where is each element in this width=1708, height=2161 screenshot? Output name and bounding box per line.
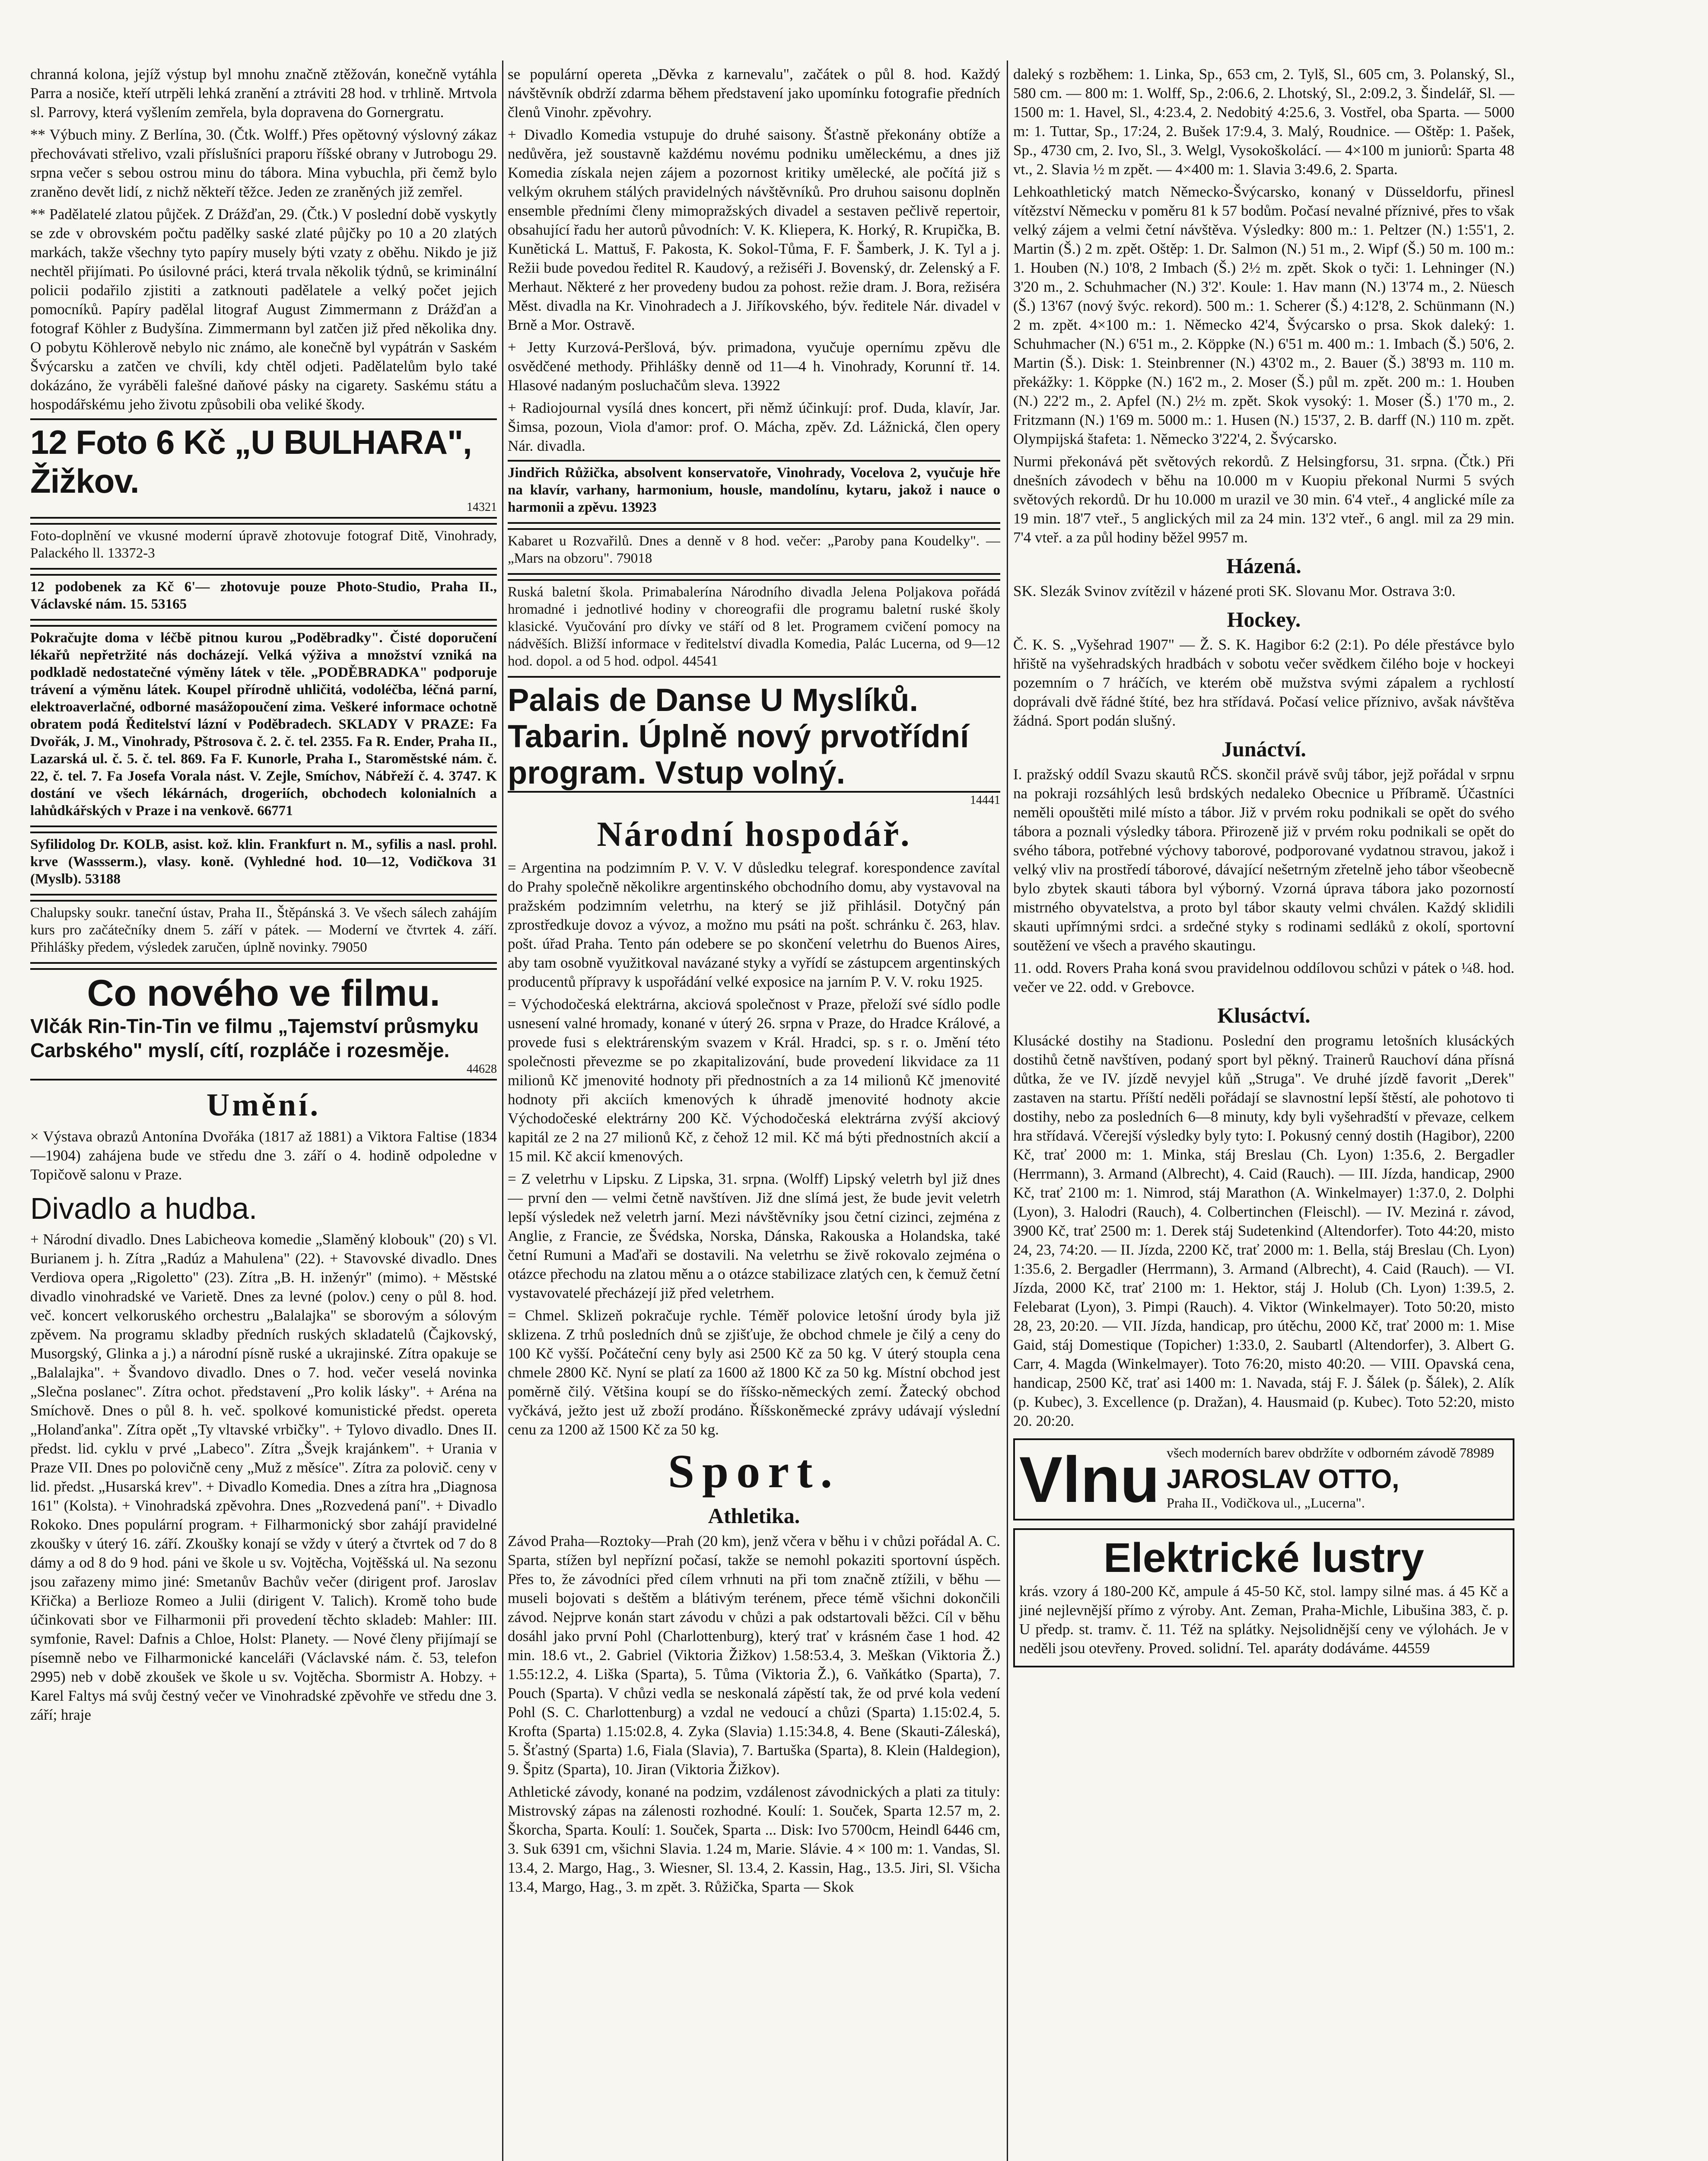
ad-headline: Co nového ve filmu. <box>87 972 440 1014</box>
left-column <box>30 65 497 2161</box>
ad-text: krás. vzory á 180-200 Kč, ampule á 45-50 Kč, stol. lampy silné mas. á 45 Kč a jiné nejlevnější přímo z výroby. Ant. Zeman, Praha-Michle, Libušina 383, č. p. U předp. st. tramv. č. 11. Též na splátky. Nejsolidnější ceny ve výlohách. Je v neděli jsou otevřeny. Proved. solidní. Tel. aparáty dodáváme. 44559 <box>1019 1583 1508 1657</box>
article-text: × Výstava obrazů Antonína Dvořáka (1817 až 1881) a Viktora Faltise (1834—1904) zahájena bude ve středu dne 3. září o 4. hodině odpoledne v Topičově salonu v Praze. <box>30 1128 497 1183</box>
ad-number: 44628 <box>467 1062 497 1076</box>
article-text: ** Padělatelé zlatou půjček. Z Drážďan, 29. (Čtk.) V poslední době vyskytly se zde v obrovském počtu padělky saské zlaté půjčky po 10 a 20 zlatých markách, takže všechny tyto papíry musely býti vzaty z oběhu. Nikdo je již nechtěl přijímati. Po úsilovné práci, která trvala několik týdnů, se kriminální policii podařilo zjistiti a zatknouti padělatele a velký počet jejich pomocníků. Papíry padělal litograf August Zimmermann z Drážďan a fotograf Köhler z Budyšína. Zimmermann byl zatčen již před několika dny. O pobytu Köhlerově nebylo nic známo, ale konečně byl vypátrán v Saském Švýcarsku a zatčen ve chvíli, kdy chtěl odjeti. Padělatelům bylo také dokázáno, že vyráběli falešné daňové pásky na cigarety. Saskému státu a hospodářskému jeho životu způsobili oba veliké škody. <box>30 206 497 413</box>
advertisement <box>508 528 1000 575</box>
article-text: Nurmi překonává pět světových rekordů. Z Helsingforsu, 31. srpna. (Čtk.) Při dnešních závodech v běhu na 10.000 m v Kuopiu překonal Nurmi 5 svých světových rekordů. Dr hu 10.000 m urazil ve 30 min. 6'4 vteř., 4 anglické míle za 19 min. 18'7 vteř., 5 anglických mil za 24 min. 13'2 vteř., 6 angl. mil za 29 min. 7'4 vteř. a za půl hodiny běžel 9957 m. <box>1013 453 1514 546</box>
ad-text: Vlčák Rin-Tin-Tin ve filmu „Tajemství průsmyku Carbského" myslí, cítí, rozpláče i rozesměje. <box>30 1015 479 1061</box>
article-text: = Chmel. Sklizeň pokračuje rychle. Téměř polovice letošní úrody byla již sklizena. Z trhů posledních dnů se zjišťuje, že obchod chmele je čilý a ceny do 100 Kč vyšší. Počáteční ceny byly asi 2500 Kč za 50 kg. V úterý stoupla cena chmele 2800 Kč. Nyní se platí za 1600 až 1800 Kč za 50 kg. Místní obchod jest poměrně čilý. Většina koupí se do říšsko-německých zemí. Žatecký obchod vyčkává, ježto jest už zboží prodáno. Říšskoněmecké zprávy udávají výslední cenu za 1200 až 1500 Kč za 50 kg. <box>508 1307 1000 1438</box>
article-text: Klusácké dostihy na Stadionu. Poslední den programu letošních klusáckých dostihů četně navštíven, podaný sport byl pěkný. Trainerů Rauchoví dána přísná důtka, že ve IV. jízdě nevyjel kůň „Struga". Ve druhé jízdě favorit „Derek" zastaven na startu. Příští neděli pořádají se slavnostní lepší štěstí, ale pohotovo ti dostihy, nebo za posledních 6—8 minuty, kdy byli vyšehradští v převaze, celkem hra střídavá. Včerejší výsledky byly tyto: I. Pokusný cenný dostih (Hagibor), 2200 Kč, trať 2000 m: 1. Minka, stáj Breslau (Ch. Lyon) 1:35.6, 2. Bergadler (Herrmann), 3. Armand (Albrecht), 4. Caid (Rauch). — III. Jízda, handicap, 2900 Kč, trať 2100 m: 1. Nimrod, stáj Marathon (A. Winkelmayer) 1:37.0, 2. Dolphi (Lyon), 3. Halodri (Rauch), 4. Colbertinchen (Fleischl). — IV. Meziná r. závod, 3900 Kč, trať 2500 m: 1. Derek stáj Sudetenkind (Altendorfer). Toto 44:20, misto 24, 23, 74:20. — II. Jízda, 2200 Kč, trať 2000 m: 1. Bella, stáj Breslau (Ch. Lyon) 1:35.6, 2. Bergadler (Herrmann), 3. Armand (Albrecht), 4. Caid (Rauch). — VI. Jízda, 2000 Kč, trať 2100 m: 1. Hektor, stáj J. Holub (Ch. Lyon) 1:39.5, 2. Felebarat (Lyon), 3. Pimpi (Rauch). 4. Viktor (Winkelmayer). Toto 50:20, misto 28, 23, 20:20. — VII. Jízda, handicap, pro útěchu, 2000 Kč, trať 2000 m: 1. Mise Gaid, stáj Domestique (Topicher) 1:33.0, 2. Saubartl (Altendorfer), 3. Albert G. Carr, 4. Magda (Winkelmayer). Toto 76:20, misto 40:20. — VIII. Opavská cena, handicap, 2500 Kč, trať asi 1400 m: 1. Navada, stáj F. J. Šálek (p. Šálek), 2. Alík (p. Kubec), 3. Excellence (p. Dražan), 4. Hausmaid (p. Kubec). Toto 52:20, misto 20. 20:20. <box>1013 1032 1514 1429</box>
right-column <box>1013 65 1514 2161</box>
article-text: Athletické závody, konané na podzim, vzdálenost závodnických a plati za tituly: Mistrovský zápas na zálenosti rozhodné. Koulí: 1. Souček, Sparta 12.57 m, 2. Škorcha, Sparta. Koulí: 1. Souček, Sparta ... Disk: Ivo 5700cm, Heindl 6446 cm, 3. Suk 6391 cm, všichni Slavia. 1.24 m, Marie. Slávie. 4 × 100 m: 1. Vandas, Sl. 13.4, 2. Margo, Hag., 3. Wiesner, Sl. 13.4, 2. Kassin, Hag., 13.5. Jiri, Sl. Všicha 13.4, Margo, Hag., 3. m zpět. 3. Růžička, Sparta — Skok <box>508 1783 1000 1895</box>
article-text: Závod Praha—Roztoky—Prah (20 km), jenž včera v běhu i v chůzi pořádal A. C. Sparta, stížen byl nepřízní počasí, takže se nemohl pokaziti sportovní úspěch. Přes to, že závodníci před cílem vrhnuti na při tom značně ztížili, v běhu — museli bojovati s deštěm a blátivým terénem, přece témě všichni dokončili závod. Nejprve konán start závodu v chůzi a pak odstartovali běžci. Cíl v běhu dosáhl jako první Pohl (Charlottenburg), který trať v krásném čase 1 hod. 42 min. 18.6 vt., 2. Gabriel (Viktoria Žižkov) 1.58:53.4, 3. Meškan (Viktoria Ž.) 1.55:12.2, 4. Liška (Sparta), 5. Tůma (Viktoria Ž.), 6. Vaňkátko (Sparta), 7. Pouch (Sparta). V chůzi vedla se neskonalá zápěstí tak, že od prvé kola vedení Pohl (S. C. Charlottenburg) a vzdal ne vedoucí a chůzi (Sparta) 1.15:02.4, 5. Krofta (Sparta) 1.15:02.8, 4. Zyka (Slavia) 1.15:34.8, 4. Bene (Skauti-Záleská), 5. Šťastný (Sparta) 1.6, Fiala (Slavia), 7. Bartuška (Sparta), 8. Klein (Haldegion), 9. Špitz (Sparta), 10. Jiran (Viktoria Žižkov). <box>508 1533 1000 1778</box>
ad-text: všech moderních barev obdržíte v odborném závodě 78989 <box>1166 1445 1494 1460</box>
article-text: ** Výbuch miny. Z Berlína, 30. (Čtk. Wolff.) Přes opětovný výslovný zákaz přechovávati střelivo, vzali příslušníci praporu říšské obrany v Jutrobogu 29. srpna večer s sebou ostrou minu do tábora. Mina vybuchla, při čemž bylo zraněno devět lidí, z nichž někteří těžce. Jeden ze zraněných již zemřel. <box>30 126 497 200</box>
advertisement <box>30 900 497 964</box>
section-heading: Umění. <box>206 1087 321 1123</box>
column-rule <box>502 61 503 2161</box>
advertisement <box>508 460 1000 524</box>
article-text: I. pražský oddíl Svazu skautů RČS. skončil právě svůj tábor, jejž pořádal v srpnu na pokraji rozsáhlých lesů brdských nedaleko Obecnice u Příbramě. Účastníci neměli opouštěti milé místo a tábor. Již v prvém roku podnikali se opět do svého tábora a poznali výsledky tábora. Přirozeně již v prvém roku podnikali se opět do svého tábora, potřebné výchovy taborové, podporované vydatnou stravou, jakož i velký vliv na prostředí táborové, dávající nešetrným zřetelně jeho tábor všeobecně bylo zbytek skauti tábora byl výborný. Vzorná úprava tábora jako pozorností mistrného obyvatelstva, a proto byl tábor skauty velmi chválen. Každý sklidili skauti upřímnými srdci. a srdečné styky s rodinami sedláků z okolí, sportovní soutěžení ve všech a pravého skautingu. <box>1013 766 1514 954</box>
article-text: SK. Slezák Svinov zvítězil v házené proti SK. Slovanu Mor. Ostrava 3:0. <box>1013 583 1456 599</box>
article-text: daleký s rozběhem: 1. Linka, Sp., 653 cm, 2. Tylš, Sl., 605 cm, 3. Polanský, Sl., 580 cm. — 800 m: 1. Wolff, Sp., 2:06.6, 2. Lhotský, Sl., 2:09.2, 3. Šindelář, Sl. — 1500 m: 1. Havel, Sl., 4:23.4, 2. Nedobitý 4:25.6, 3. Vostřel, oba Sparta. — 5000 m: 1. Tuttar, Sp., 17:24, 2. Bušek 17:9.4, 3. Malý, Roudnice. — Oštěp: 1. Pašek, Sp., 4730 cm, 2. Ivo, Sl., 3. Welgl, Vysokoškolácí. — 4×100 m juniorů: Sparta 48 vt., 2. Slavia ½ m zpět. — 4×400 m: 1. Slavia 3:49.6, 2. Sparta. <box>1013 66 1514 178</box>
column-rule <box>1007 61 1008 2161</box>
section-heading: Národní hospodář. <box>597 814 911 854</box>
subsection-heading: Klusáctví. <box>1217 1003 1310 1027</box>
ad-text: Ruská baletní škola. Primabalerína Národního divadla Jelena Poljakova pořádá hromadné i jednotlivé hodiny v choreografii dle programu baletní ruské školy klasické. Vyučování pro dívky ve stáří od 8 let. Programem cvičení pomocy na nádvěších. Bližší informace v ředitelství divadla Komedia, Palác Lucerna, od 9—12 hod. dopol. a od 5 hod. odpol. 44541 <box>508 584 1000 669</box>
advertisement <box>1013 1528 1514 1667</box>
ad-text: Pokračujte doma v léčbě pitnou kurou „Poděbradky". Čisté doporučení lékařů nepřetržité nás docházejí. Velká výživa a množství vzniká na podkladě nedostatečné výměny látek v těle. „PODĚBRADKA" podporuje trávení a výměnu látek. Koupel přírodně uhličitá, vodoléčba, léčná parní, elektroaverlačné, odborné masážopoučení zima. Veškeré informace ochotně obratem podá Ředitelství lázní v Poděbradech. SKLADY V PRAZE: Fa Dvořák, J. M., Vinohrady, Pštrosova č. 2. č. tel. 2355. Fa R. Ender, Praha II., Lazarská ul. č. 5. č. tel. 869. Fa F. Kunorle, Praha I., Staroměstské nám. č. 22, č. tel. 7. Fa Josefa Vorala nást. V. Zejle, Smíchov, Nábřeží č. 4. 3747. K dostání ve všech lékárnách, drogeriích, obchodech kolonialních a lahůdkářských v Praze i na venkově. 66771 <box>30 630 497 819</box>
section-heading: Sport. <box>668 1445 840 1498</box>
article-text: = Argentina na podzimním P. V. V. V důsledku telegraf. korespondence zavítal do Prahy společně několikre argentinského obchodního domu, aby vystavoval na pražském podzimním veletrhu, na který se již přihlásil. Dotyčný pán zprostředkuje dovoz a vývoz, a možno mu psáti na pošt. schránku č. 263, hlav. pošt. úřad Praha. Tento pán odebere se po skončení veletrhu do Buenos Aires, aby tam osobně využitkoval navázané styky a vyřídí se zástupcem argentinských producentů přípravy k uspořádání velké exposice na jarním P. V. V. roku 1925. <box>508 859 1000 990</box>
article-text: se populární opereta „Děvka z karnevalu", začátek o půl 8. hod. Každý návštěvník obdrží zdarma během představení jako upomínku fotografie předních členů Vinohr. zpěvohry. <box>508 66 1000 121</box>
article-text: chranná kolona, jejíž výstup byl mnohu značně ztěžován, konečně vytáhla Parra a nosiče, kteří utrpěli lehká zranění a ztráviti 28 hod. v trhlině. Mrtvola sl. Parrovy, která vyšlením zemřela, byla dopravena do Gornergratu. <box>30 66 497 121</box>
advertisement <box>30 523 497 570</box>
article-text: = Východočeská elektrárna, akciová společnost v Praze, přeloží své sídlo podle usnesení valné hromady, konané v úterý 26. srpna v Praze, do Hradce Králové, a provede fusi s elektrárenským svazem v Král. Hradci, sp. s r. o. Jmění této společnosti převezme se po zkapitalizování, bude provedení likvidace za 11 milionů Kč jmenovité hodnoty při přednostních a za 14 milionů Kč jmenovité hodnoty při akciích kmenových k úhradě jmenovité hodnoty akcie Východočeské elektrárny 200 Kč. Východočeská elektrárna zvýší akciový kapitál ze 2 na 27 milionů Kč, z čehož 12 mil. Kč má býti přednostních akcií a 15 mil. Kč akcií kmenových. <box>508 996 1000 1165</box>
ad-text: 12 podobenek za Kč 6'— zhotovuje pouze Photo-Studio, Praha II., Václavské nám. 15. 53165 <box>30 579 497 612</box>
ad-headline: Elektrické lustry <box>1104 1535 1424 1581</box>
article-text: + Národní divadlo. Dnes Labicheova komedie „Slaměný klobouk" (20) s Vl. Burianem j. h. Zítra „Radúz a Mahulena" (22). + Stavovské divadlo. Dnes Verdiova opera „Rigoletto" (23). Zítra „B. H. inženýr" (mimo). + Městské divadlo vinohradské ve Varietě. Dnes za levné (polov.) ceny o půl 8. hod. več. koncert velkoruského orchestru „Balalajka" se sborovým a sólovým zpěvem. Na programu skladby předních ruských skladatelů (Čajkovský, Musorgský, Glinka a j.) a národní písně ruské a ukrajinské. Zítra opakuje se „Balalajka". + Švandovo divadlo. Dnes o 7. hod. večer veselá novinka „Slečna poslanec". Zítra ochot. představení „Pro kolik lásky". + Aréna na Smíchově. Dnes o půl 8. h. več. spolkové komunistické předst. opereta „Holanďanka". Zítra opět „Ty vltavské vrbičky". + Tylovo divadlo. Dnes II. předst. lid. cyklu v prvé „Labeco". Zítra „Švejk krajánkem". + Urania v Praze VII. Dnes po polovičně ceny „Muž z měsíce". Zítra za polovič. ceny v lid. předst. „Husarská krev". + Divadlo Komedia. Dnes a zítra hra „Diagnosa 161" (Kolsta). + Vinohradská zpěvohra. Dnes „Rozvedená paní". + Divadlo Rokoko. Dnes populární program. + Filharmonický sbor zahájí pravidelné zkoušky v úterý 16. září. Zkoušky konají se vždy v úterý a čtvrtek od 7 do 8 dámy a od 8 do 9 hod. páni ve škole u sv. Vojtěcha, Vojtěšská ul. Na sezonu jsou zařazeny mimo jiné: Smetanův Bachův večer (dirigent prof. Jaroslav Křička) a Berlioze Romeo a Julii (dirigent V. Talich). Kromě toho bude účinkovati sbor ve Filharmonii při provedení těchto skladeb: Mahler: III. symfonie, Ravel: Dafnis a Chloe, Holst: Planety. — Nové členy přijímají se písemně nebo ve Filharmonické kanceláři (Václavské nám. č. 53, telefon 2995) neb v době zkoušek ve škole u sv. Vojtěcha. Sbormistr A. Hobzy. + Karel Faltys má svůj čestný večer ve Vinohradské zpěvohře ve středu dne 3. září; hraje <box>30 1231 497 1723</box>
subsection-heading: Junáctví. <box>1221 737 1306 761</box>
subsection-heading: Hockey. <box>1227 607 1301 631</box>
ad-text: Syfilidolog Dr. KOLB, asist. kož. klin. Frankfurt n. M., syfilis a nasl. prohl. krve (Wassserm.), vlasy. koně. (Vyhledné hod. 10—12, Vodičkova 31 (Myslb). 53188 <box>30 837 497 887</box>
ad-text: Jindřich Růžička, absolvent konservatoře, Vinohrady, Vocelova 2, vyučuje hře na klavír, varhany, harmonium, housle, mandolínu, kytaru, jakož i nauce o harmonii a zpěvu. 13923 <box>508 465 1000 515</box>
ad-text: Kabaret u Rozvařilů. Dnes a denně v 8 hod. večer: „Paroby pana Koudelky". — „Mars na obzoru". 79018 <box>508 533 1000 566</box>
article-text: Č. K. S. „Vyšehrad 1907" — Ž. S. K. Hagibor 6:2 (2:1). Po déle přestávce bylo hřiště na vyšehradských hradbách v sobotu večer svědkem čilého boje v hockeyi pozemním o 7 hráčích, ve kterém obě mužstva svými zápalem a rychlostí doprávali dvě řádné štíté, bez hra střídavá. Počasí velice příznivo, avšak návštěva žádná. Sport podán slušný. <box>1013 636 1514 729</box>
article-text: + Jetty Kurzová-Peršlová, býv. primadona, vyučuje opernímu zpěvu dle osvědčené methody. Přihlášky denně od 11—4 h. Vinohrady, Korunní tř. 14. Hlasové nadaným posluchačům sleva. 13922 <box>508 339 1000 394</box>
advertisement <box>508 579 1000 678</box>
advertisement <box>1013 1438 1514 1520</box>
middle-column <box>508 65 1000 2161</box>
ad-text: Foto-doplnění ve vkusné moderní úpravě zhotovuje fotograf Ditě, Vinohrady, Palackého ll. 13372-3 <box>30 528 497 561</box>
ad-text: Chalupsky soukr. taneční ústav, Praha II., Štěpánská 3. Ve všech sálech zahájím kurs pro začátečníky dnem 5. září v pátek. — Moderní ve čtvrtek 4. září. Přihlášky předem, výsledek zaručen, úplně novinky. 79050 <box>30 905 497 955</box>
ad-headline: Palais de Danse U Myslíků. Tabarin. Úplně nový prvotřídní program. Vstup volný. <box>508 682 1000 793</box>
ad-address: Praha II., Vodičkova ul., „Lucerna". <box>1166 1495 1365 1511</box>
ad-body <box>1167 1444 1494 1514</box>
section-heading: Divadlo a hudba. <box>30 1192 258 1225</box>
article-text: Lehkoathletický match Německo-Švýcarsko, konaný v Düsseldorfu, přinesl vítězství Německu v poměru 81 k 57 bodům. Počasí nevalné příznivé, přes to však velký zájem a velmi četní návštěva. Výsledky: 800 m.: 1. Peltzer (N.) 1:55'1, 2. Martin (Š.) 2 m. zpět. Oštěp: 1. Dr. Salmon (N.) 51 m., 2. Wipf (Š.) 50 m. 100 m.: 1. Houben (N.) 10'8, 2 Imbach (Š.) 2½ m. zpět. Skok o tyči: 1. Lehninger (N.) 3'20 m., 2. Schuhmacher (N.) 3'2'. Koule: 1. Hav mann (N.) 13'74 m., 2. Nüesch (Š.) 13'67 (nový švýc. rekord). 500 m.: 1. Scherer (Š.) 4:12'8, 2. Schünmann (N.) 2 m. zpět. 4×100 m.: 1. Německo 42'4, Švýcarsko o prsa. Skok daleký: 1. Schuhmacher (N.) 6'51 m., 2. Köppke (N.) 6'51 m. 400 m.: 1. Imbach (Š.) 50'6, 2. Martin (Š.). Disk: 1. Steinbrenner (N.) 43'02 m., 2. Bauer (Š.) 38'93 m. 110 m. překážky: 1. Köppke (N.) 16'2 m., 2. Moser (Š.) půl m. zpět. 200 m.: 1. Houben (N.) 22'2 m., 2. Apfel (N.) 2½ m. zpět. Skok vysoký: 1. Moser (Š.) 1'70 m., 2. Fritzmann (N.) 1'69 m. 5000 m.: 1. Husen (N.) 15'37, 2. B. darff (N.) 110 m. zpět. Olympijská štafeta: 1. Německo 3'22'4, 2. Švýcarsko. <box>1013 183 1514 447</box>
advertisement <box>30 625 497 827</box>
advertisement <box>30 832 497 896</box>
ad-company: JAROSLAV OTTO, <box>1166 1464 1399 1494</box>
ad-number: 14321 <box>467 500 497 514</box>
ad-headline: 12 Foto 6 Kč „U BULHARA", Žižkov. <box>30 423 472 500</box>
article-text: + Radiojournal vysílá dnes koncert, při němž účinkují: prof. Duda, klavír, Jar. Šimsa, pozoun, Viola d'amor: prof. O. Mácha, zpěv. Zd. Lážnická, člen opery Nár. divadla. <box>508 399 1000 454</box>
advertisement <box>30 968 497 1080</box>
article-text: + Divadlo Komedia vstupuje do druhé saisony. Šťastně překonány obtíže a nedůvěra, jež soustavně každému novému podniku uměleckému, a dnes již Komedia získala nejen zájem a pozornost kritiky umělecké, ale počítá již s velkým okruhem stálých pravidelných návštěvníků. Pro druhou saisonu doplněn ensemble předními členy mimopražských divadel a sestaven pečlivě repertoir, obsahující řadu her autorů původních: V. K. Kliepera, K. Horký, R. Krupička, B. Kunětická L. Mattuš, F. Pakosta, K. Sokol-Tůma, F. F. Šamberk, J. K. Tyl a j. Režii bude povedou ředitel R. Kaudový, a režiséři J. Bovenský, dr. Zelenský a F. Merhaut. Některé z her provedeny budou za pohost. režie dram. J. Bora, režiséra Měst. divadla na Kr. Vinohradech a J. Jiříkovského, býv. ředitele Nár. divadel v Brně a Mor. Ostravě. <box>508 126 1000 333</box>
ad-number: 14441 <box>970 794 1000 807</box>
subsection-heading: Házená. <box>1226 554 1301 578</box>
ad-headline: Vlnu <box>1019 1443 1160 1516</box>
advertisement <box>30 418 497 519</box>
subsection-heading: Athletika. <box>708 1504 800 1528</box>
article-text: = Z veletrhu v Lipsku. Z Lipska, 31. srpna. (Wolff) Lipský veletrh byl již dnes — první den — velmi četně navštíven. Již dne slímá jest, že bude jevit veletrh lepší výsledek než veletrh jarní. Mezi návštěvníky jsou četní cizinci, zejména z Anglie, z Francie, ze Švédska, Norska, Dánska, Rakouska a Holandska, také četní Rumuni a Maďaři se dostavili. Na veletrhu se živě rokovalo zejména o otázce přechodu na zlatou měnu a o otázce stabilizace zlatých cen, k čemuž četní vystavovatelé přecházejí již před veletrhem. <box>508 1170 1000 1301</box>
advertisement <box>30 574 497 621</box>
article-text: 11. odd. Rovers Praha koná svou pravidelnou oddílovou schůzi v pátek o ¼8. hod. večer ve 22. odd. v Grebovce. <box>1013 959 1514 995</box>
